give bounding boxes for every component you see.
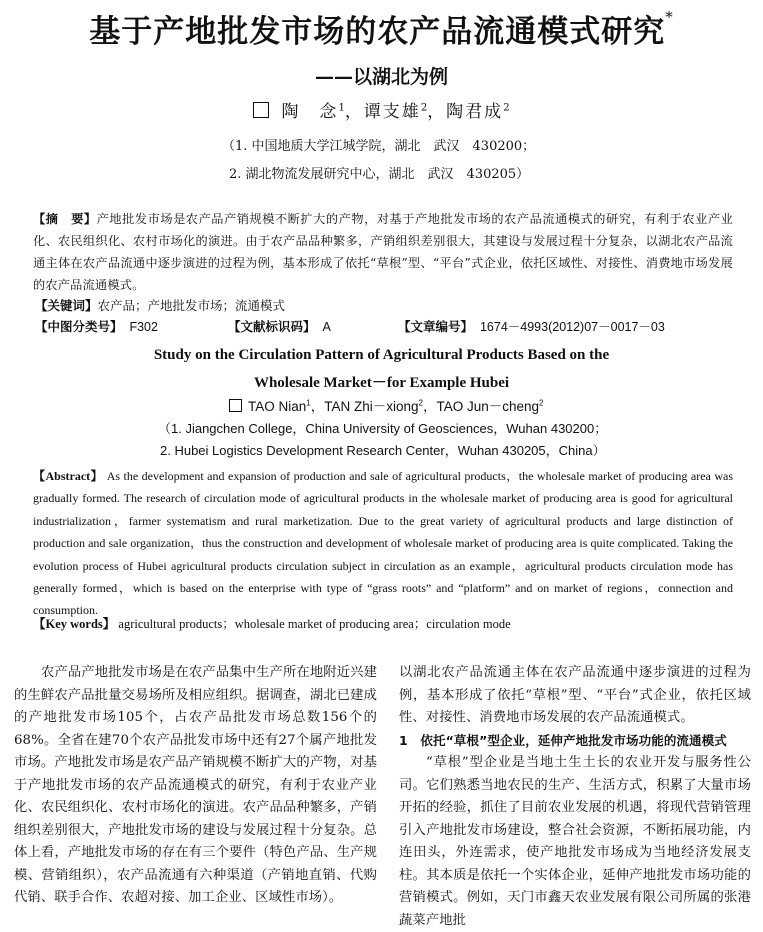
abstract-cn	[33, 208, 733, 296]
author-en-1-sup: 1	[306, 398, 311, 408]
keywords-en	[33, 614, 511, 632]
paper-title-text: 基于产地批发市场的农产品流通模式研究	[89, 14, 666, 50]
box-icon	[253, 102, 269, 118]
abstract-en-label: 【Abstract】	[33, 469, 104, 483]
abstract-cn-text: 产地批发市场是农产品产销规模不断扩大的产物，对基于产地批发市场的农产品流通模式的研究，有利于农业产业化、农民组织化、农村市场化的演进。由于农产品品种繁多，产销组织差别很大，其建设与发展过程十分复杂，以湖北农产品流通主体在农产品流通中逐步演进的过程为例，基本形成了依托“草根”型、“平台”式企业，依托区域性、对接性、消费地市场发展的农产品流通模式。	[33, 212, 734, 292]
doc-code	[228, 317, 331, 335]
article-number-value: 1674－4993(2012)07－0017－03	[479, 320, 665, 334]
affiliation-en-1: （1. Jiangchen College，China University of Geosciences，Wuhan 430200；	[158, 421, 608, 436]
article-number-label: 【文章编号】	[398, 319, 474, 334]
abstract-en	[33, 465, 733, 622]
clc-number	[35, 317, 158, 335]
title-footnote-mark: *	[665, 8, 674, 26]
affiliation-cn-1: （1. 中国地质大学江城学院，湖北 武汉 430200；	[222, 139, 536, 154]
keywords-cn	[35, 296, 285, 314]
author-en-1: TAO Nian	[248, 399, 307, 414]
keywords-cn-text: 农产品；产地批发市场；流通模式	[97, 298, 286, 313]
abstract-cn-label: 【摘 要】	[33, 212, 97, 226]
paper-subtitle: ——以湖北为例	[314, 66, 448, 88]
english-title-line-1: Study on the Circulation Pattern of Agricultural Products Based on the	[153, 347, 610, 363]
section-1-heading: 1 依托“草根”型企业，延伸产地批发市场功能的流通模式	[399, 732, 727, 748]
author-en-3-sup: 2	[539, 398, 544, 408]
author-cn-3-sup: 2	[503, 102, 510, 114]
author-cn-1: 陶 念	[281, 102, 339, 122]
doc-value: A	[322, 320, 331, 334]
author-cn-3: ，陶君成	[427, 102, 504, 122]
box-icon	[229, 399, 242, 412]
keywords-cn-label: 【关键词】	[35, 298, 98, 313]
doc-label: 【文献标识码】	[228, 319, 316, 334]
affiliation-en-2: 2. Hubei Logistics Development Research Center，Wuhan 430205，China）	[160, 443, 606, 458]
body-right-intro: 以湖北农产品流通主体在农产品流通中逐步演进的过程为例，基本形成了依托“草根”型、“平台”式企业，依托区域性、对接性、消费地市场发展的农产品流通模式。	[399, 665, 751, 725]
author-en-3: ，TAO Jun－cheng	[422, 399, 540, 414]
keywords-en-label: 【Key words】	[33, 617, 116, 631]
paper-title	[0, 6, 763, 51]
body-left-column: 农产品产地批发市场是在农产品集中生产所在地附近兴建的生鲜农产品批量交易场所及相应组织。据调查，湖北已建成的产地批发市场105个，占农产品批发市场总数156个的68%。全省在建70个农产品批发市场中还有27个属产地批发市场。产地批发市场是农产品产销规模不断扩大的产物，对基于产地批发市场的农产品流通模式的研究，有利于农业产业化、农民组织化、农村市场化的演进。农产品品种繁多，产销组织差别很大，产地批发市场的建设与发展过程十分复杂。总体上看，产地批发市场的存在有三个要件（特色产品、生产规模、营销组织），农产品流通有六种渠道（产销地直销、代购代销、联手合作、农超对接、加工企业、区域性市场）。	[14, 665, 377, 905]
affiliation-cn-2: 2. 湖北物流发展研究中心，湖北 武汉 430205）	[229, 167, 530, 182]
english-title-line-2: Wholesale Market－for Example Hubei	[253, 375, 510, 391]
author-cn-2: ，谭支雄	[344, 102, 421, 122]
clc-value: F302	[129, 320, 158, 334]
clc-label: 【中图分类号】	[35, 319, 123, 334]
author-cn-2-sup: 2	[420, 102, 428, 114]
author-cn-1-sup: 1	[338, 102, 345, 114]
abstract-en-text: As the development and expansion of production and sale of agricultural products，the wholesale market of producing area was gradually formed. The research of circulation mode of agricultural products in the wholesale market of producing area is good for agricultural industrialization，farmer systematism and rural marketization. Due to the great variety of agricultural products and large distinction of production and sale organization，thus the construction and development of wholesale market of producing area is quite complicated. Taking the evolution process of Hubei agricultural products circulation subject in circulation as an example，agricultural products circulation mode has generally formed，which is based on the enterprise with type of “grass roots” and “platform” and on market of regions，connection and consumption.	[33, 469, 734, 618]
authors-cn	[0, 97, 763, 122]
keywords-en-text: agricultural products；wholesale market of producing area；circulation mode	[118, 617, 511, 631]
article-number	[398, 317, 665, 335]
section-1-text: “草根”型企业是当地土生土长的农业开发与服务性公司。它们熟悉当地农民的生产、生活方式，积累了大量市场开拓的经验，抓住了目前农业发展的机遇，将现代营销管理引入产地批发市场建设，整合社会资源，不断拓展功能，内连田头，外连需求，使产地批发市场成为当地经济发展支柱。其本质是依托一个实体企业，延伸产地批发市场功能的营销模式。例如，天门市鑫天农业发展有限公司所属的张港蔬菜产地批	[399, 755, 751, 928]
authors-en	[229, 395, 543, 415]
author-en-2: ，TAN Zhi－xiong	[310, 399, 419, 414]
body-right-column	[399, 662, 751, 932]
author-en-2-sup: 2	[418, 398, 423, 408]
